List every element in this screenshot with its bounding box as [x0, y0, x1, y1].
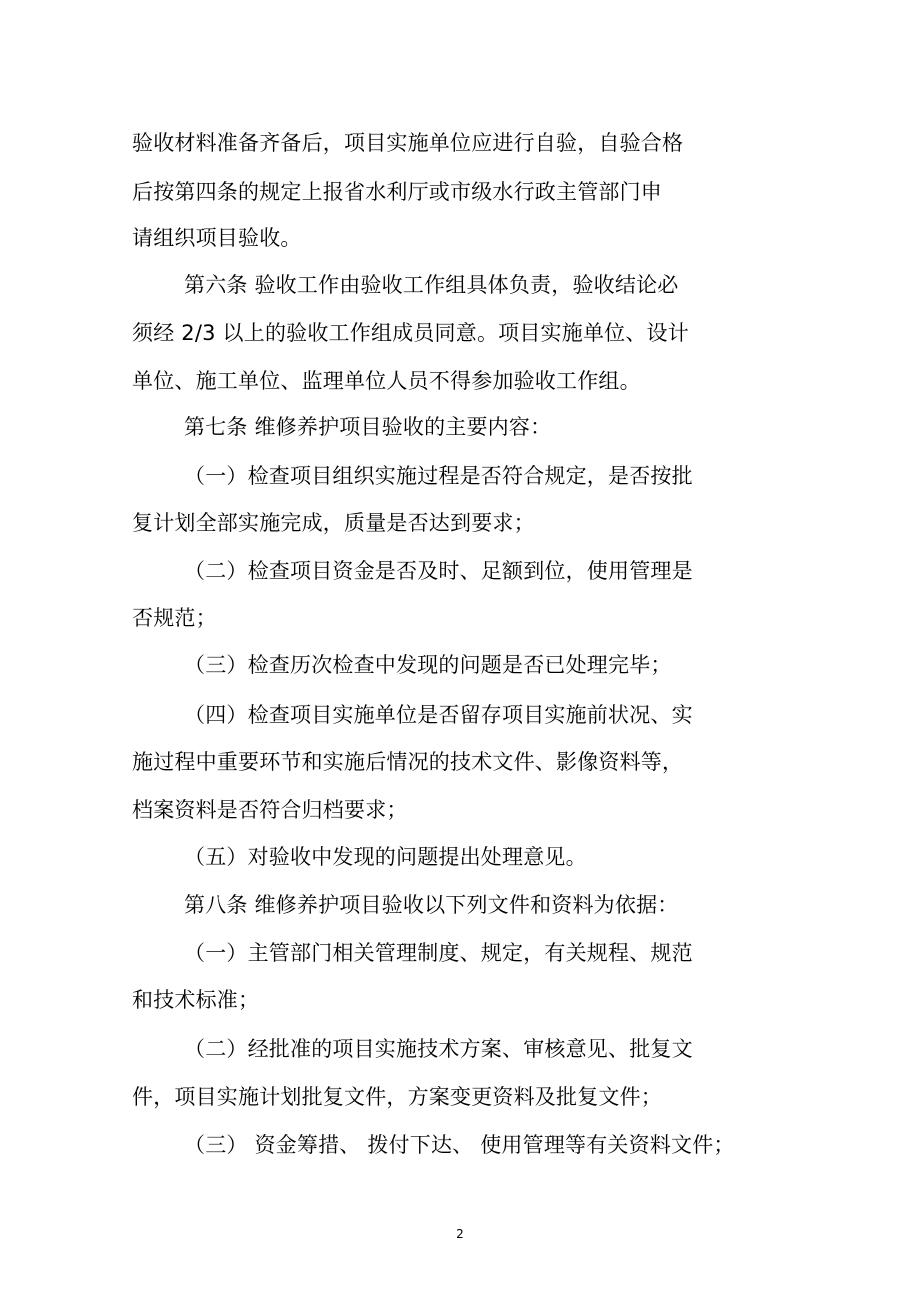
text-line: （二）检查项目资金是否及时、足额到位，使用管理是 [184, 559, 693, 583]
text-line: （四）检查项目实施单位是否留存项目实施前状况、实 [184, 703, 693, 727]
text-line: （三）检查历次检查中发现的问题是否已处理完毕； [184, 653, 672, 677]
page-number: 2 [456, 1227, 464, 1241]
text-line: 请组织项目验收。 [132, 226, 302, 250]
text-line: 和技术标准； [132, 988, 260, 1012]
text-line: 单位、施工单位、监理单位人员不得参加验收工作组。 [132, 369, 641, 393]
text-line: （二）经批准的项目实施技术方案、审核意见、批复文 [184, 1037, 693, 1061]
text-line: 第七条 维修养护项目验收的主要内容： [184, 415, 552, 439]
text-line: （三） 资金筹措、 拨付下达、 使用管理等有关资料文件； [184, 1133, 735, 1157]
text-line: （五）对验收中发现的问题提出处理意见。 [184, 845, 587, 869]
text-line: 第六条 验收工作由验收工作组具体负责，验收结论必 [184, 273, 679, 297]
text-line: （一）检查项目组织实施过程是否符合规定，是否按批 [184, 464, 693, 488]
text-line: 第八条 维修养护项目验收以下列文件和资料为依据： [184, 893, 679, 917]
text-line: 否规范； [132, 606, 217, 630]
text-line: 验收材料准备齐备后，项目实施单位应进行自验，自验合格 [132, 131, 684, 155]
text-line: 件，项目实施计划批复文件，方案变更资料及批复文件； [132, 1085, 662, 1109]
text-line: 复计划全部实施完成，质量是否达到要求； [132, 511, 535, 535]
text-line: （一）主管部门相关管理制度、规定，有关规程、规范 [184, 941, 693, 965]
text-line: 施过程中重要环节和实施后情况的技术文件、影像资料等， [132, 750, 684, 774]
text-line: 档案资料是否符合归档要求； [132, 798, 408, 822]
text-line: 须经 2/3 以上的验收工作组成员同意。项目实施单位、设计 [132, 321, 689, 345]
text-line: 后按第四条的规定上报省水利厅或市级水行政主管部门申 [132, 180, 662, 204]
